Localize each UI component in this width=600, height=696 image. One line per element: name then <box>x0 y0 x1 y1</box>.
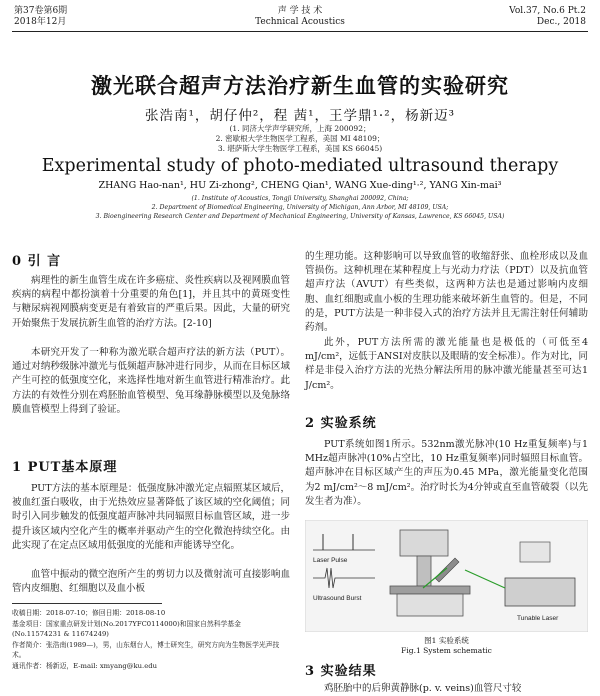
date-en: Dec., 2018 <box>536 17 586 27</box>
affiliation-en-1: (1. Institute of Acoustics, Tongji University, Shanghai 200092, China; <box>191 195 409 202</box>
system-paragraph-1: PUT系统如图1所示。532nm激光脉冲(10 Hz重复频率)与1 MHz超声脉冲(10%占空比，10 Hz重复频率)同时辐照目标血管。超声脉冲在目标区域产生的声压为0.45 MPa，激光能量变化范围为2 mJ/cm²～8 mJ/cm²。治疗时长为4分钟或直至血管破裂（以先发生者为准）。 <box>305 439 588 507</box>
principle-paragraph-2: 血管中振动的微空泡所产生的剪切力以及微射流可直接影响血管内皮细胞、红细胞以及血小板 <box>12 569 290 595</box>
authors-cn: 张浩南¹，胡仔仲²，程 茜¹，王学鼎¹·²，杨新迈³ <box>144 108 456 124</box>
paper-title-en: Experimental study of photo-mediated ultrasound therapy <box>41 156 559 176</box>
section-heading-intro: 0 引 言 <box>12 254 62 269</box>
footnote-author: 作者简介：张浩南(1989—)，男，山东烟台人，博士研究生，研究方向为生物医学光声技术。 <box>12 640 280 659</box>
figure-caption-cn: 图1 实验系统 <box>424 636 469 645</box>
right-paragraph-2: 此外，PUT方法所需的激光能量也是极低的（可低至4 mJ/cm²，远低于ANSI对皮肤以及眼睛的安全标准）。作为对比，同样是非侵入治疗方法的光热分解法所用的脉冲激光能量甚至可达1 J/cm²。 <box>305 337 588 391</box>
footnote-received: 收稿日期：2018-07-10；修回日期：2018-08-10 <box>12 609 166 617</box>
authors-en: ZHANG Hao-nan¹, HU Zi-zhong², CHENG Qian¹, WANG Xue-ding¹·², YANG Xin-mai³ <box>98 180 502 191</box>
section-heading-results: 3 实验结果 <box>305 664 377 679</box>
affiliation-cn-2: 2. 密歇根大学生物医学工程系，美国 MI 48109； <box>215 134 385 143</box>
volume-en: Vol.37, No.6 Pt.2 <box>509 6 586 16</box>
footnote-corresponding: 通讯作者：杨新迈，E-mail: xmyang@ku.edu <box>12 661 157 670</box>
figure-caption-en: Fig.1 System schematic <box>401 646 492 655</box>
section-heading-principle: 1 PUT基本原理 <box>12 460 118 475</box>
principle-paragraph-1: PUT方法的基本原理是：低强度脉冲激光定点辐照某区域后，被血红蛋白吸收，由于光热效应显著降低了该区域的空化阈值；同时引入同步触发的低强度超声脉冲共同辐照目标血管区域，进一步提升该区域内空化产生的概率并驱动产生的空化微泡持续空化。由此实现了在定点区域用低强度的光能和声能诱导空化。 <box>12 483 290 551</box>
affiliation-cn-3: 3. 堪萨斯大学生物医学工程系，美国 KS 66045) <box>217 144 383 153</box>
ultrasound-burst-label: Ultrasound Burst <box>313 595 362 602</box>
intro-paragraph-2: 本研究开发了一种称为激光联合超声疗法的新方法（PUT）。通过对纳秒级脉冲激光与低频超声脉冲进行同步，从而在目标区域产生可控的低强度空化，来选择性地对新生血管进行精准治疗。此方法的有效性分别在鸡胚胎血管模型、兔耳缘静脉模型以及兔脉络膜血管模型上得到了验证。 <box>12 347 290 415</box>
laser-pulse-label: Laser Pulse <box>313 557 348 564</box>
tunable-laser-label: Tunable Laser <box>517 615 559 622</box>
journal-cn: 声 学 技 术 <box>277 6 323 16</box>
footnote-divider <box>12 603 162 604</box>
section-heading-system: 2 实验系统 <box>305 416 377 431</box>
affiliation-en-2: 2. Department of Biomedical Engineering, University of Michigan, Ann Arbor, MI 48109, USA; <box>151 204 449 211</box>
system-schematic <box>305 520 588 632</box>
figure-1 <box>305 520 588 655</box>
intro-paragraph-1: 病理性的新生血管生成在许多癌症、炎性疾病以及视网膜血管疾病的病程中都扮演着十分重要的角色[1]，并且其中的黄斑变性与糖尿病视网膜病变更是有着致盲的严重后果。因此，大量的研究开始聚焦于发展抗新生血管的治疗方法。[2-10] <box>12 275 290 329</box>
paper-title-cn: 激光联合超声方法治疗新生血管的实验研究 <box>91 73 509 98</box>
affiliation-en-3: 3. Bioengineering Research Center and Department of Mechanical Engineering, University of Kansas, Lawrence, KS 66045, USA) <box>95 213 505 220</box>
header-divider <box>12 31 588 32</box>
right-paragraph-1: 的生理功能。这种影响可以导致血管的收缩舒张、血栓形成以及血管损伤。这种机理在某种程度上与光动力疗法（PDT）以及抗血管超声疗法（AVUT）有些类似，这两种方法也是通过影响内皮细胞、血红细胞或血小板的生理功能来破坏新生血管的。但是，不同的是，PUT方法是一种非侵入式的治疗方法并且无需注射任何辅助药剂。 <box>305 251 588 334</box>
date-cn: 2018年12月 <box>14 17 67 27</box>
footnote-funding: 基金项目：国家重点研发计划(No.2017YFC0114000)和国家自然科学基金(No.11574231 & 11674249) <box>12 619 241 638</box>
affiliation-cn-1: (1. 同济大学声学研究所，上海 200092； <box>229 124 371 133</box>
results-paragraph-1: 鸡胚胎中的后卵黄静脉(p. v. veins)血管尺寸较 <box>324 683 522 694</box>
header-right <box>509 6 586 28</box>
journal-en: Technical Acoustics <box>255 17 345 27</box>
footnotes <box>12 608 290 671</box>
volume-cn: 第37卷第6期 <box>14 6 68 16</box>
